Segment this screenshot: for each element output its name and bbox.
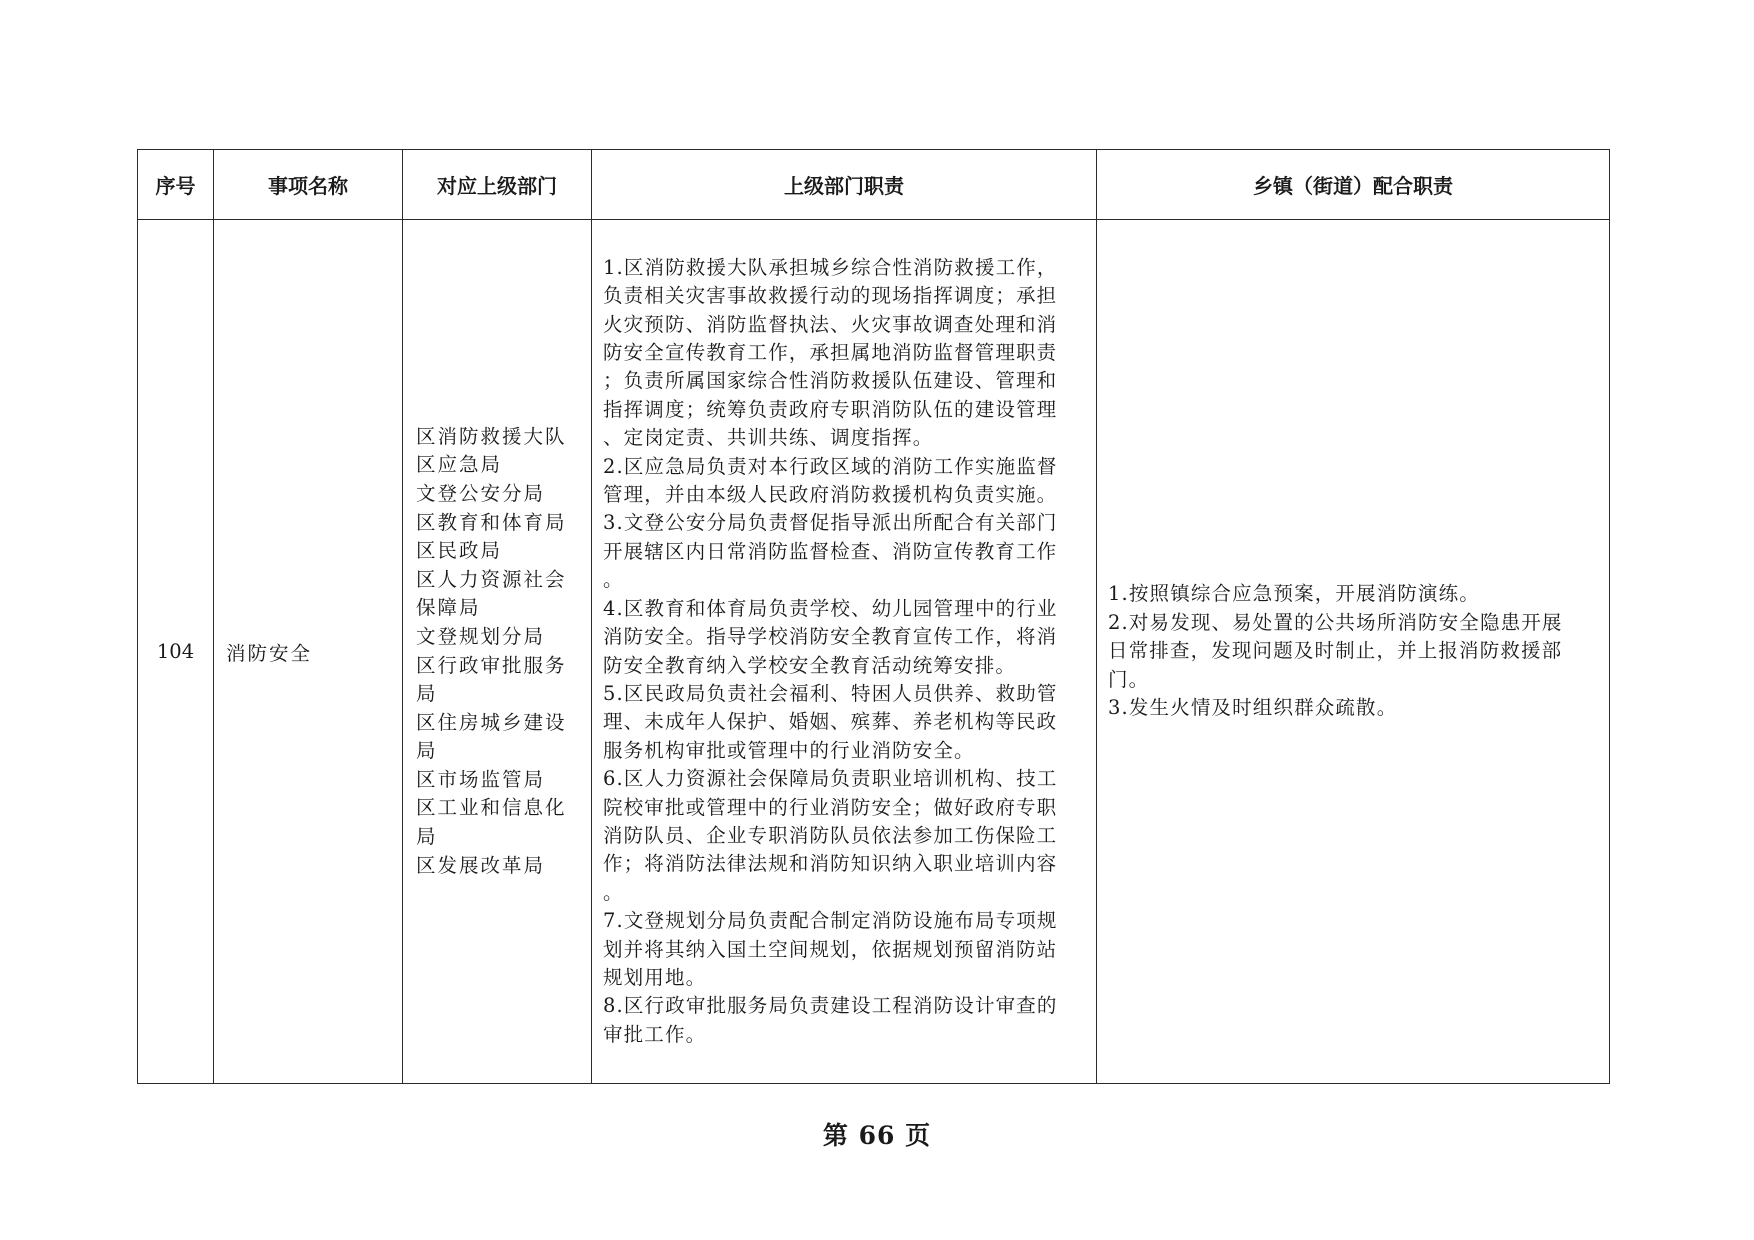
- text-line: 区行政审批服务: [416, 653, 567, 677]
- text-line: 文登规划分局: [416, 624, 546, 648]
- text-line: 指挥调度；统筹负责政府专职消防队伍的建设管理: [603, 397, 1058, 421]
- text-line: 、定岗定责、共训共练、调度指挥。: [603, 426, 934, 450]
- text-line: 6.区人力资源社会保障局负责职业培训机构、技工: [603, 767, 1058, 791]
- text-line: 院校审批或管理中的行业消防安全；做好政府专职: [603, 795, 1058, 819]
- text-line: 4.区教育和体育局负责学校、幼儿园管理中的行业: [603, 596, 1058, 620]
- text-line: 。: [603, 880, 624, 904]
- header-superior-dept: 对应上级部门: [403, 150, 592, 220]
- text-line: 作；将消防法律法规和消防知识纳入职业培训内容: [603, 852, 1058, 876]
- text-line: 区消防救援大队: [416, 424, 567, 448]
- text-line: 负责相关灾害事故救援行动的现场指挥调度；承担: [603, 284, 1058, 308]
- text-line: 区人力资源社会: [416, 567, 567, 591]
- text-line: 审批工作。: [603, 1022, 707, 1046]
- text-line: 防安全教育纳入学校安全教育活动统筹安排。: [603, 653, 1017, 677]
- text-line: 3.文登公安分局负责督促指导派出所配合有关部门: [603, 511, 1058, 535]
- cell-superior-duty: [592, 220, 1097, 1084]
- text-line: 消防队员、企业专职消防队员依法参加工伤保险工: [603, 823, 1058, 847]
- text-line: 1.区消防救援大队承担城乡综合性消防救援工作，: [603, 255, 1058, 279]
- text-line: 区民政局: [416, 539, 503, 563]
- text-line: 保障局: [416, 596, 481, 620]
- text-line: ；负责所属国家综合性消防救援队伍建设、管理和: [603, 369, 1058, 393]
- cell-superior-dept: [403, 220, 592, 1084]
- text-line: 局: [416, 825, 438, 849]
- table-header-row: [138, 150, 1610, 220]
- text-line: 理、未成年人保护、婚姻、殡葬、养老机构等民政: [603, 710, 1058, 734]
- text-line: 区工业和信息化: [416, 796, 567, 820]
- text-line: 8.区行政审批服务局负责建设工程消防设计审查的: [603, 994, 1058, 1018]
- text-line: 2.对易发现、易处置的公共场所消防安全隐患开展: [1108, 610, 1563, 634]
- cell-seq: 104: [138, 220, 214, 1084]
- text-line: 规划用地。: [603, 965, 707, 989]
- text-line: 消防安全。指导学校消防安全教育宣传工作，将消: [603, 625, 1058, 649]
- text-line: 门。: [1108, 667, 1150, 691]
- text-line: 1.按照镇综合应急预案，开展消防演练。: [1108, 582, 1480, 606]
- header-seq: 序号: [138, 150, 214, 220]
- text-line: 火灾预防、消防监督执法、火灾事故调查处理和消: [603, 312, 1058, 336]
- text-line: 5.区民政局负责社会福利、特困人员供养、救助管: [603, 681, 1058, 705]
- text-line: 文登公安分局: [416, 481, 546, 505]
- header-item-name: 事项名称: [214, 150, 403, 220]
- header-superior-duty: 上级部门职责: [592, 150, 1097, 220]
- text-line: 。: [603, 568, 624, 592]
- text-line: 日常排查，发现问题及时制止，并上报消防救援部: [1108, 639, 1563, 663]
- text-line: 局: [416, 739, 438, 763]
- text-line: 7.文登规划分局负责配合制定消防设施布局专项规: [603, 909, 1058, 933]
- text-line: 局: [416, 682, 438, 706]
- text-line: 管理，并由本级人民政府消防救援机构负责实施。: [603, 483, 1058, 507]
- text-line: 区应急局: [416, 453, 503, 477]
- text-line: 开展辖区内日常消防监督检查、消防宣传教育工作: [603, 539, 1058, 563]
- text-line: 区教育和体育局: [416, 510, 567, 534]
- text-line: 划并将其纳入国土空间规划，依据规划预留消防站: [603, 937, 1058, 961]
- responsibility-table: [137, 149, 1610, 1084]
- text-line: 区市场监管局: [416, 767, 546, 791]
- header-town-coop-duty: 乡镇（街道）配合职责: [1097, 150, 1610, 220]
- text-line: 防安全宣传教育工作，承担属地消防监督管理职责: [603, 341, 1058, 365]
- cell-town-coop-duty: [1097, 220, 1610, 1084]
- cell-item-name: 消防安全: [214, 220, 403, 1084]
- table-row: [138, 220, 1610, 1084]
- text-line: 3.发生火情及时组织群众疏散。: [1108, 696, 1398, 720]
- text-line: 区发展改革局: [416, 853, 546, 877]
- text-line: 服务机构审批或管理中的行业消防安全。: [603, 738, 975, 762]
- text-line: 2.区应急局负责对本行政区域的消防工作实施监督: [603, 454, 1058, 478]
- text-line: 区住房城乡建设: [416, 710, 567, 734]
- page-number: 第 66 页: [822, 1121, 932, 1150]
